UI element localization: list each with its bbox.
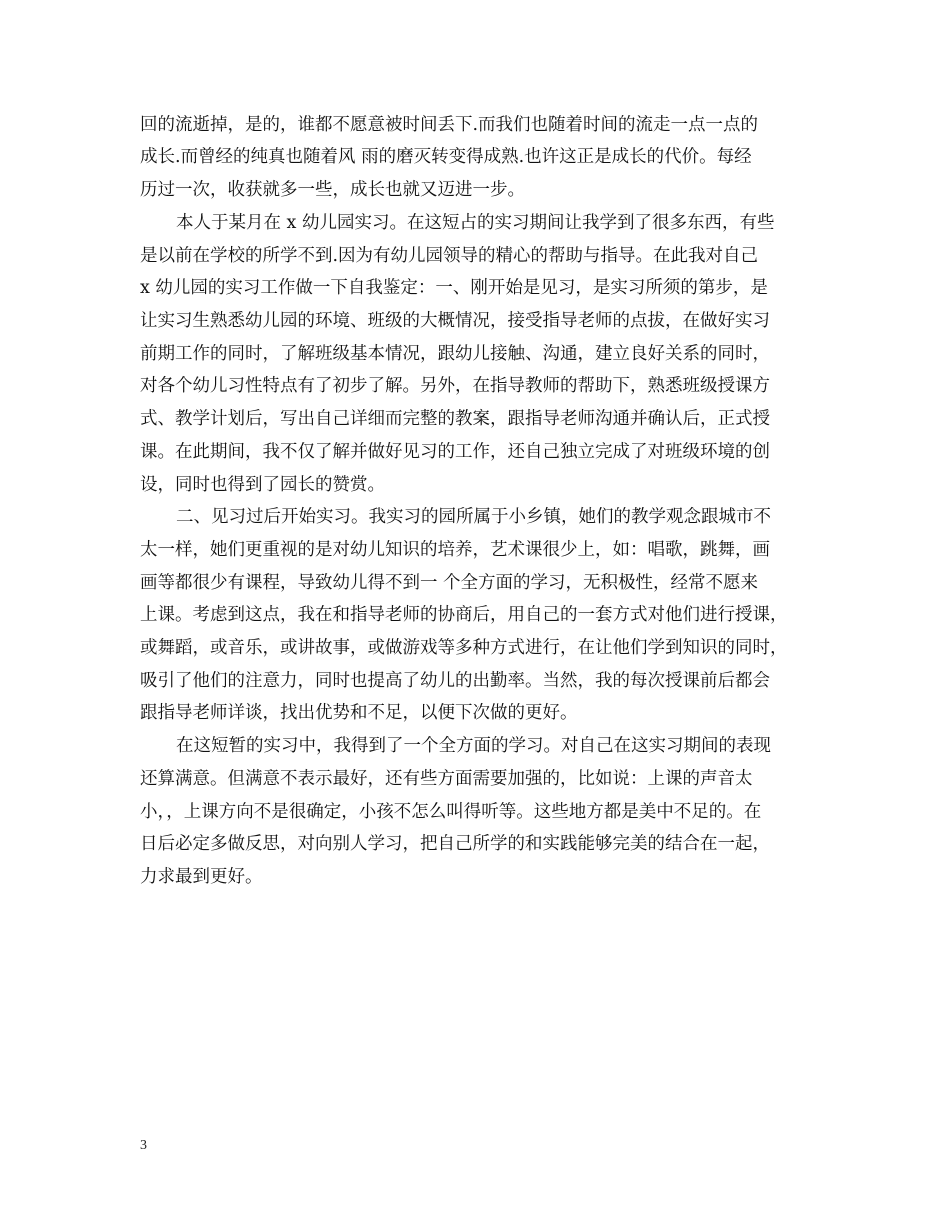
text-line: 力求最到更好。 <box>140 867 263 887</box>
paragraph-first-line: 本人于某月在 x 幼儿园实习。在这短占的实习期间让我学到了很多东西，有些 <box>176 213 775 233</box>
text-line: 还算满意。但满意不表示最好，还有些方面需要加强的，比如说：上课的声音太 <box>140 769 753 789</box>
text-line: 课。在此期间，我不仅了解并做好见习的工作，还自己独立完成了对班级环境的创 <box>140 442 770 462</box>
text-line: 日后必定多做反思，对向别人学习，把自己所学的和实践能够完美的结合在一起， <box>140 834 770 854</box>
text-line: 对各个幼儿习性特点有了初步了解。另外，在指导教师的帮助下，熟悉班级授课方 <box>140 376 770 396</box>
text-line: 太一样，她们更重视的是对幼儿知识的培养，艺术课很少上，如：唱歌，跳舞，画 <box>140 540 770 560</box>
text-line: 回的流逝掉，是的，谁都不愿意被时间丢下.而我们也随着时间的流走一点一点的 <box>140 115 759 135</box>
text-line: x 幼儿园的实习工作做一下自我鉴定：一、刚开始是见习，是实习所须的第步，是 <box>140 278 768 298</box>
text-line: 小，，上课方向不是很确定，小孩不怎么叫得听等。这些地方都是美中不足的。在 <box>140 802 762 822</box>
text-line: 式、教学计划后，写出自己详细而完整的教案，跟指导老师沟通并确认后，正式授 <box>140 409 770 429</box>
text-line: 上课。考虑到这点，我在和指导老师的协商后，用自己的一套方式对他们进行授课， <box>140 605 788 625</box>
text-line: 历过一次，收获就多一些，成长也就又迈进一步。 <box>140 180 525 200</box>
paragraph-first-line: 在这短暂的实习中，我得到了一个全方面的学习。对自己在这实习期间的表现 <box>176 736 771 756</box>
text-line: 成长.而曾经的纯真也随着风 雨的磨灭转变得成熟.也许这正是成长的代价。每经 <box>140 147 752 167</box>
text-line: 吸引了他们的注意力，同时也提高了幼儿的出勤率。当然，我的每次授课前后都会 <box>140 671 770 691</box>
text-line: 让实习生熟悉幼儿园的环境、班级的大概情况，接受指导老师的点拔，在做好实习 <box>140 311 770 331</box>
text-line: 是以前在学校的所学不到.因为有幼儿园领导的精心的帮助与指导。在此我对自己 <box>140 246 759 266</box>
text-line: 设，同时也得到了园长的赞赏。 <box>140 475 385 495</box>
text-line: 跟指导老师详谈，找出优势和不足，以便下次做的更好。 <box>140 703 578 723</box>
page-number: 3 <box>140 1138 147 1153</box>
text-line: 前期工作的同时，了解班级基本情况，跟幼儿接触、沟通，建立良好关系的同时， <box>140 344 770 364</box>
text-line: 画等都很少有课程，导致幼儿得不到一 个全方面的学习，无积极性，经常不愿来 <box>140 573 759 593</box>
paragraph-first-line: 二、见习过后开始实习。我实习的园所属于小乡镇，她们的教学观念跟城市不 <box>176 507 771 527</box>
text-line: 或舞蹈，或音乐，或讲故事，或做游戏等多种方式进行，在让他们学到知识的同时， <box>140 638 788 658</box>
